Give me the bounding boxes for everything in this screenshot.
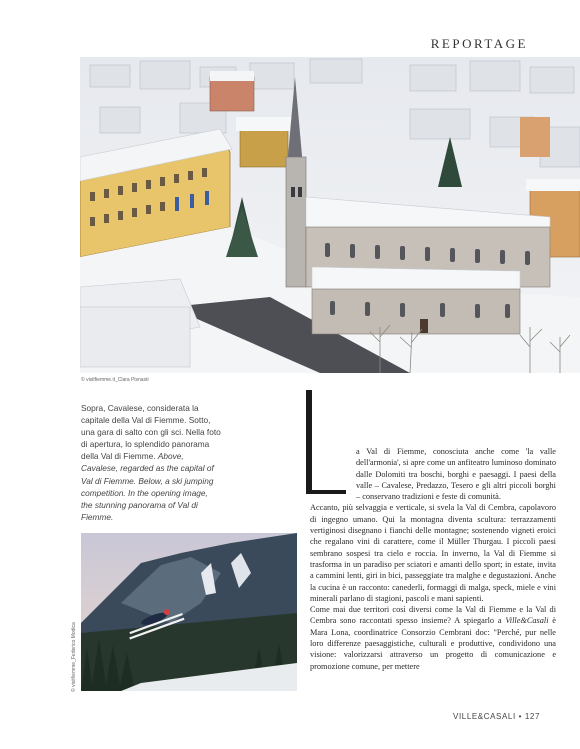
caption-italian: Sopra, Cavalese, considerata la capitale della Val di Fiemme. Sotto, una gara di salto con gli sci. Nella foto di apertura, lo splendido panorama della Val di Fiemme. — [81, 403, 221, 462]
page-folio: VILLE&CASALI • 127 — [453, 712, 540, 721]
hero-photo-credit: © visitfiemme.it_Clara Pisnasti — [81, 377, 149, 383]
photo-caption — [81, 402, 221, 523]
para2-start: Come mai due territori così diversi come la Val di Fiemme e la Val di Cembra sono raccontati spesso insieme? A spiegarlo a — [310, 605, 556, 626]
hero-photo-cavalese-snow — [80, 57, 580, 373]
dropcap-text: L — [306, 390, 307, 391]
article-lead: a Val di Fiemme, conosciuta anche come 'la valle dell'armonia', si apre come un anfiteatro luminoso dominato dalle Dolomiti tra boschi, borghi e paesaggi. I paesi della valle – Cavalese, Predazzo, Tesero e gli altri piccoli borghi – conservano tradizioni e feste di comunità. — [356, 447, 556, 502]
magazine-name: Ville&Casali — [505, 616, 549, 626]
inset-photo-credit: © visitfiemme_Federico Modica — [71, 622, 77, 692]
section-label: REPORTAGE — [430, 36, 528, 51]
caption-english: Above, Cavalese, regarded as the capital of Val di Fiemme. Below, a ski jumping competition. In the opening image, the stunning panorama of Val di Fiemme. — [81, 451, 214, 522]
article-body — [310, 446, 556, 672]
para2-end: è Mara Lona, coordinatrice Consorzio Cembrani doc: "Perché, pur nelle loro differenze paesaggistiche, culturali e produttive, condividono una visione: valorizzarsi attraverso un progetto di comunicazione e promozione comune, per mettere — [310, 616, 556, 671]
inset-photo-ski-jump — [81, 533, 297, 691]
article-para-1: Accanto, più selvaggia e verticale, si svela la Val di Cembra, capolavoro di ingegno umano. Qui la montagna diventa scultura: terrazzamenti vertiginosi disegnano i fianchi delle montagne; sostenendo vigneti eroici che regalano vini di carattere, come il Müller Thurgau. I piccoli paesi sembrano sospesi tra cielo e roccia. In inverno, la Val di Fiemme si trasforma in un paradiso per sciatori e amanti dello sport; in estate, invita a cammini lenti, giri in bici, passeggiate tra malghe e degustazioni. Anche la cucina è un racconto: canederli, formaggi di malga, speck, miele e vini minerali parlano di stagioni, pascoli e mani sapienti. — [310, 503, 556, 603]
article-para-2 — [310, 604, 556, 672]
